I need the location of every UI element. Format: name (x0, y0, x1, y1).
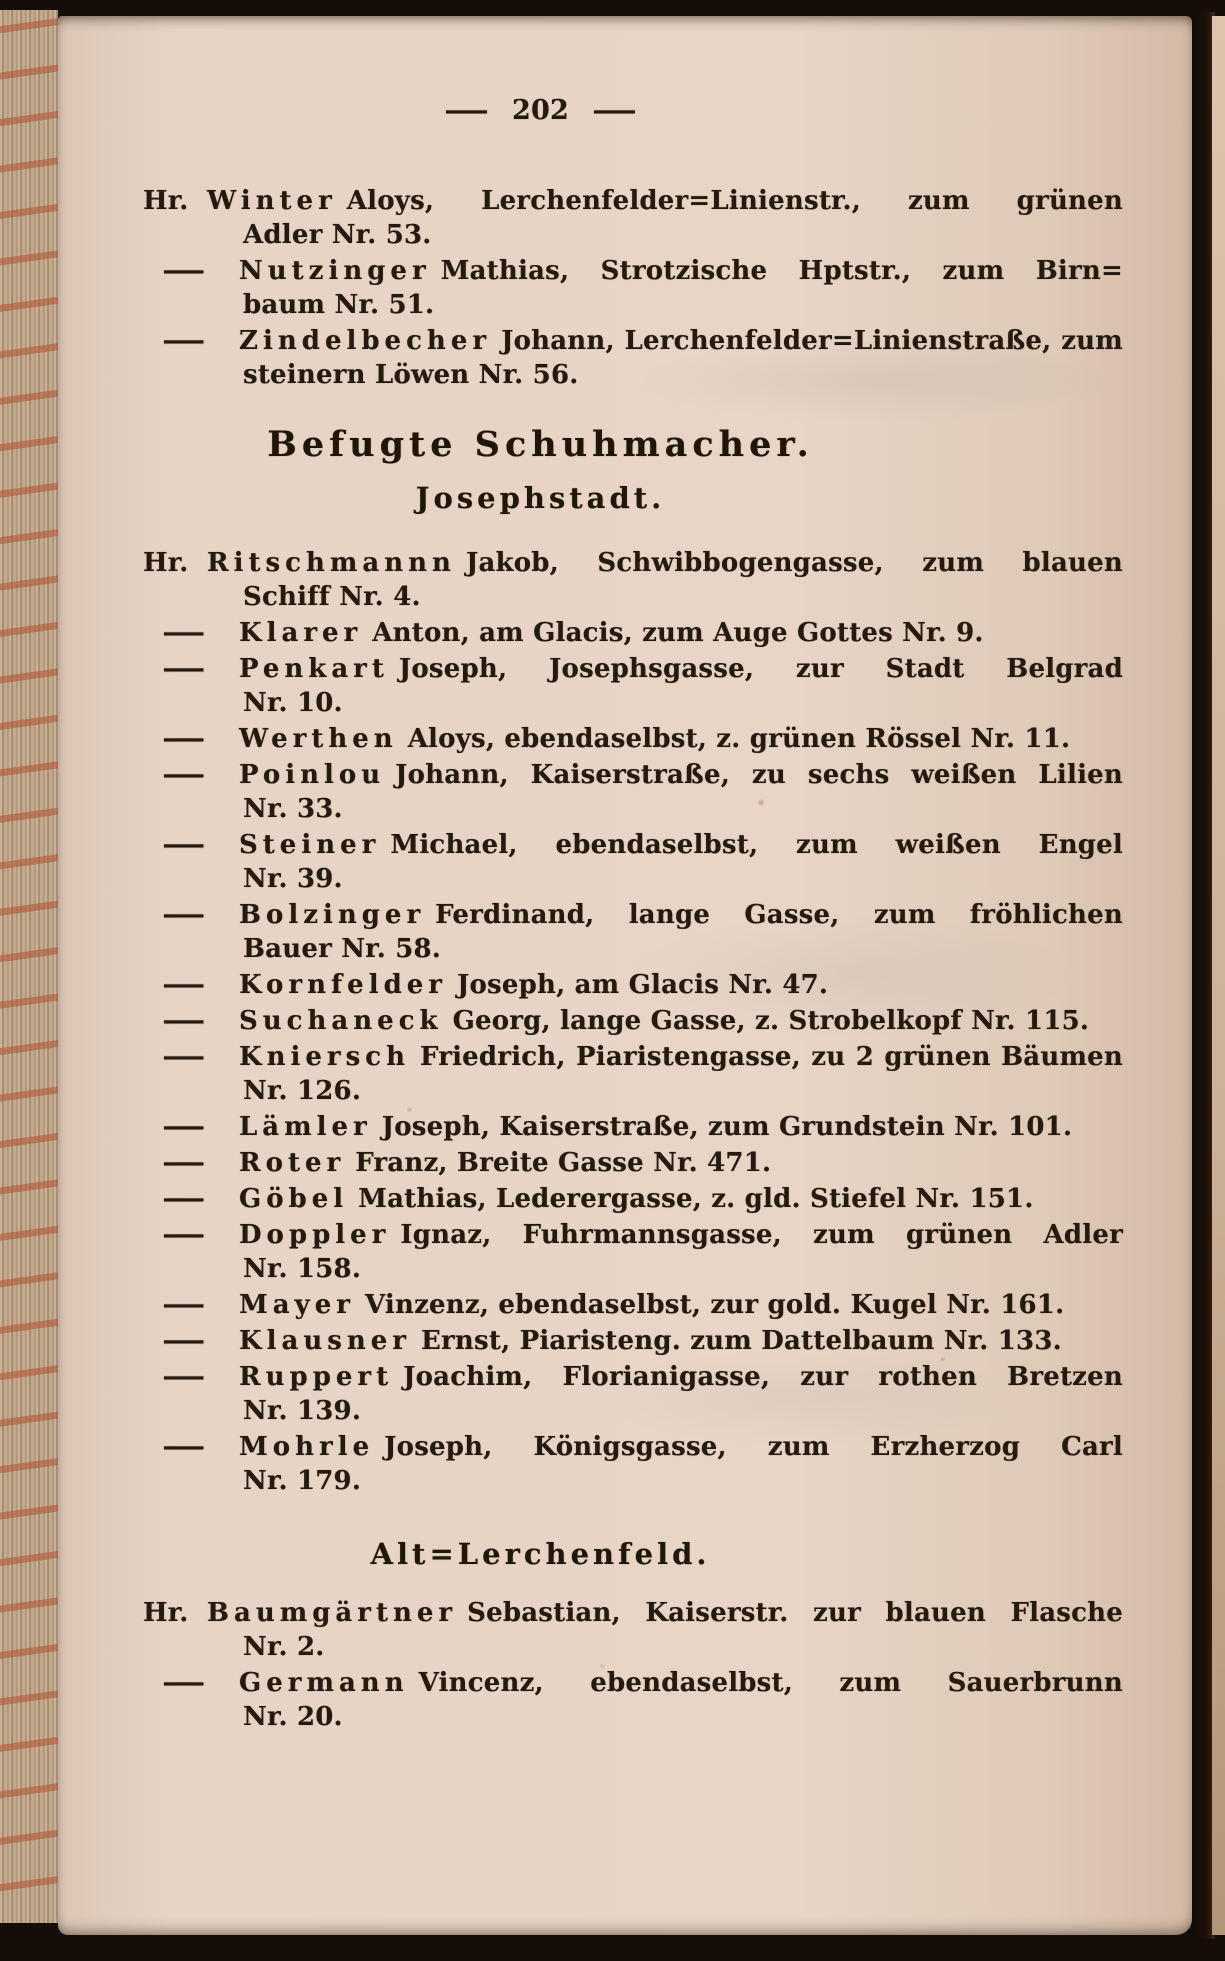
entry-surname: Ruppert (239, 1362, 394, 1392)
entry-first-line (143, 1666, 1123, 1700)
entry-text: Sebastian, Kaiserstr. zur blauen Flasche (467, 1598, 1123, 1628)
entry-text: Mathias, Lederergasse, z. gld. Stiefel Nr. 151. (358, 1184, 1034, 1214)
entry-prefix: — (161, 1042, 207, 1072)
entry-surname: Bolzinger (239, 900, 426, 930)
entry-surname: Göbel (239, 1184, 349, 1214)
directory-entry (143, 898, 1123, 966)
entry-prefix: — (161, 760, 207, 790)
next-page-edge (1212, 16, 1225, 1935)
entry-prefix: — (161, 256, 207, 286)
entry-prefix: — (161, 1362, 207, 1392)
entry-prefix: — (161, 1148, 207, 1178)
entry-first-line (143, 1324, 1123, 1358)
directory-entry (143, 1110, 1123, 1144)
entry-first-line (143, 968, 1123, 1002)
entry-list-josephstadt (143, 546, 1123, 1498)
entry-prefix: — (161, 1220, 207, 1250)
entry-prefix: — (161, 654, 207, 684)
page-number: 202 (512, 95, 569, 126)
directory-entry (143, 1182, 1123, 1216)
entry-surname: Poinlou (239, 760, 386, 790)
directory-entry (143, 828, 1123, 896)
directory-entry (143, 1040, 1123, 1108)
entry-prefix: — (161, 1326, 207, 1356)
entry-continuation-line: Nr. 179. (243, 1466, 362, 1496)
entry-first-line (143, 1004, 1123, 1038)
book-page (58, 16, 1192, 1935)
entry-text: Johann, Kaiserstraße, zu sechs weißen Lilien (395, 760, 1123, 790)
entry-prefix: — (161, 1184, 207, 1214)
entry-list-previous-section (143, 184, 1123, 392)
entry-surname: Roter (239, 1148, 346, 1178)
entry-continuation-line: Nr. 10. (243, 688, 343, 718)
entry-text: Ernst, Piaristeng. zum Dattelbaum Nr. 133. (421, 1326, 1062, 1356)
entry-text: Mathias, Strotzische Hptstr., zum Birn= (440, 256, 1123, 286)
entry-first-line (143, 1288, 1123, 1322)
entry-continuation-line: Schiff Nr. 4. (243, 582, 421, 612)
entry-first-line (143, 1430, 1123, 1464)
entry-text: Franz, Breite Gasse Nr. 471. (355, 1148, 772, 1178)
entry-first-line (143, 616, 1123, 650)
entry-continuation-line: Nr. 20. (243, 1702, 343, 1732)
directory-entry (143, 1360, 1123, 1428)
entry-surname: Ritschmannn (207, 548, 456, 578)
entry-surname: Kornfelder (239, 970, 447, 1000)
entry-first-line (143, 1360, 1123, 1394)
entry-continuation-line: baum Nr. 51. (243, 290, 435, 320)
directory-entry (143, 1666, 1123, 1734)
section-heading: Befugte Schuhmacher. (267, 424, 814, 465)
entry-first-line (143, 1182, 1123, 1216)
directory-entry (143, 1596, 1123, 1664)
entry-prefix: Hr. (143, 1598, 189, 1628)
directory-entry (143, 758, 1123, 826)
directory-entry (143, 616, 1123, 650)
entry-surname: Germann (239, 1668, 409, 1698)
entry-continuation-line: Bauer Nr. 58. (243, 934, 442, 964)
entry-prefix: — (161, 970, 207, 1000)
directory-entry (143, 722, 1123, 756)
directory-entry (143, 1004, 1123, 1038)
entry-text: Johann, Lerchenfelder=Linienstraße, zum (501, 326, 1123, 356)
entry-continuation-line: Nr. 139. (243, 1396, 362, 1426)
entry-first-line (143, 1040, 1123, 1074)
entry-prefix: Hr. (143, 186, 189, 216)
page-content (143, 94, 1123, 1736)
entry-first-line (143, 1146, 1123, 1180)
entry-surname: Penkart (239, 654, 389, 684)
entry-text: Georg, lange Gasse, z. Strobelkopf Nr. 115. (452, 1006, 1090, 1036)
entry-first-line (143, 828, 1123, 862)
directory-entry (143, 1288, 1123, 1322)
entry-surname: Kniersch (239, 1042, 410, 1072)
entry-prefix: — (161, 618, 207, 648)
entry-text: Ferdinand, lange Gasse, zum fröhlichen (435, 900, 1123, 930)
entry-first-line (143, 898, 1123, 932)
entry-surname: Suchaneck (239, 1006, 443, 1036)
entry-first-line (143, 324, 1123, 358)
directory-entry (143, 324, 1123, 392)
directory-entry (143, 652, 1123, 720)
entry-first-line (143, 254, 1123, 288)
entry-prefix: Hr. (143, 548, 189, 578)
header-dash-left: — (443, 95, 490, 126)
directory-entry (143, 968, 1123, 1002)
entry-continuation-line: steinern Löwen Nr. 56. (243, 360, 579, 390)
entry-prefix: — (161, 1290, 207, 1320)
entry-surname: Klausner (239, 1326, 412, 1356)
entry-text: Aloys, ebendaselbst, z. grünen Rössel Nr. 11. (407, 724, 1071, 754)
entry-prefix: — (161, 1006, 207, 1036)
entry-surname: Mohrle (239, 1432, 375, 1462)
entry-prefix: — (161, 1112, 207, 1142)
entry-first-line (143, 546, 1123, 580)
entry-first-line (143, 652, 1123, 686)
entry-surname: Nutzinger (239, 256, 431, 286)
entry-continuation-line: Nr. 158. (243, 1254, 362, 1284)
entry-text: Ignaz, Fuhrmannsgasse, zum grünen Adler (400, 1220, 1123, 1250)
entry-surname: Baumgärtner (207, 1598, 458, 1628)
subsection-title-alt-lerchenfeld: Alt=Lerchenfeld. (370, 1537, 711, 1571)
header-dash-right: — (591, 95, 638, 126)
entry-first-line (143, 758, 1123, 792)
entry-surname: Steiner (239, 830, 381, 860)
entry-prefix: — (161, 830, 207, 860)
entry-text: Vinzenz, ebendaselbst, zur gold. Kugel Nr. 161. (364, 1290, 1065, 1320)
entry-text: Aloys, Lerchenfelder=Linienstr., zum grünen (346, 186, 1123, 216)
entry-surname: Werthen (239, 724, 398, 754)
entry-text: Joseph, Kaiserstraße, zum Grundstein Nr. 101. (381, 1112, 1073, 1142)
page-fore-edge (0, 10, 58, 1923)
directory-entry (143, 184, 1123, 252)
entry-text: Michael, ebendaselbst, zum weißen Engel (390, 830, 1123, 860)
directory-entry (143, 1324, 1123, 1358)
directory-entry (143, 1218, 1123, 1286)
entry-text: Joseph, Königsgasse, zum Erzherzog Carl (384, 1432, 1123, 1462)
entry-text: Friedrich, Piaristengasse, zu 2 grünen Bäumen (420, 1042, 1123, 1072)
entry-continuation-line: Nr. 2. (243, 1632, 325, 1662)
entry-continuation-line: Nr. 39. (243, 864, 343, 894)
entry-text: Joseph, am Glacis Nr. 47. (457, 970, 829, 1000)
directory-entry (143, 1146, 1123, 1180)
entry-surname: Lämler (239, 1112, 372, 1142)
entry-surname: Klarer (239, 618, 363, 648)
entry-first-line (143, 1596, 1123, 1630)
entry-surname: Doppler (239, 1220, 391, 1250)
entry-continuation-line: Nr. 126. (243, 1076, 362, 1106)
entry-text: Joseph, Josephsgasse, zur Stadt Belgrad (398, 654, 1123, 684)
directory-entry (143, 254, 1123, 322)
entry-text: Joachim, Florianigasse, zur rothen Bretzen (403, 1362, 1123, 1392)
entry-continuation-line: Nr. 33. (243, 794, 343, 824)
entry-continuation-line: Adler Nr. 53. (243, 220, 432, 250)
entry-first-line (143, 722, 1123, 756)
entry-prefix: — (161, 1432, 207, 1462)
entry-surname: Mayer (239, 1290, 355, 1320)
entry-text: Jakob, Schwibbogengasse, zum blauen (465, 548, 1123, 578)
entry-first-line (143, 1218, 1123, 1252)
entry-prefix: — (161, 1668, 207, 1698)
page-number-header (143, 94, 1123, 128)
entry-first-line (143, 184, 1123, 218)
directory-entry (143, 546, 1123, 614)
subsection-title-josephstadt: Josephstadt. (415, 481, 666, 515)
entry-list-alt-lerchenfeld (143, 1596, 1123, 1734)
entry-first-line (143, 1110, 1123, 1144)
entry-prefix: — (161, 326, 207, 356)
entry-text: Vincenz, ebendaselbst, zum Sauerbrunn (418, 1668, 1123, 1698)
entry-text: Anton, am Glacis, zum Auge Gottes Nr. 9. (372, 618, 984, 648)
directory-entry (143, 1430, 1123, 1498)
entry-surname: Zindelbecher (239, 326, 492, 356)
entry-prefix: — (161, 724, 207, 754)
entry-surname: Winter (207, 186, 337, 216)
entry-prefix: — (161, 900, 207, 930)
